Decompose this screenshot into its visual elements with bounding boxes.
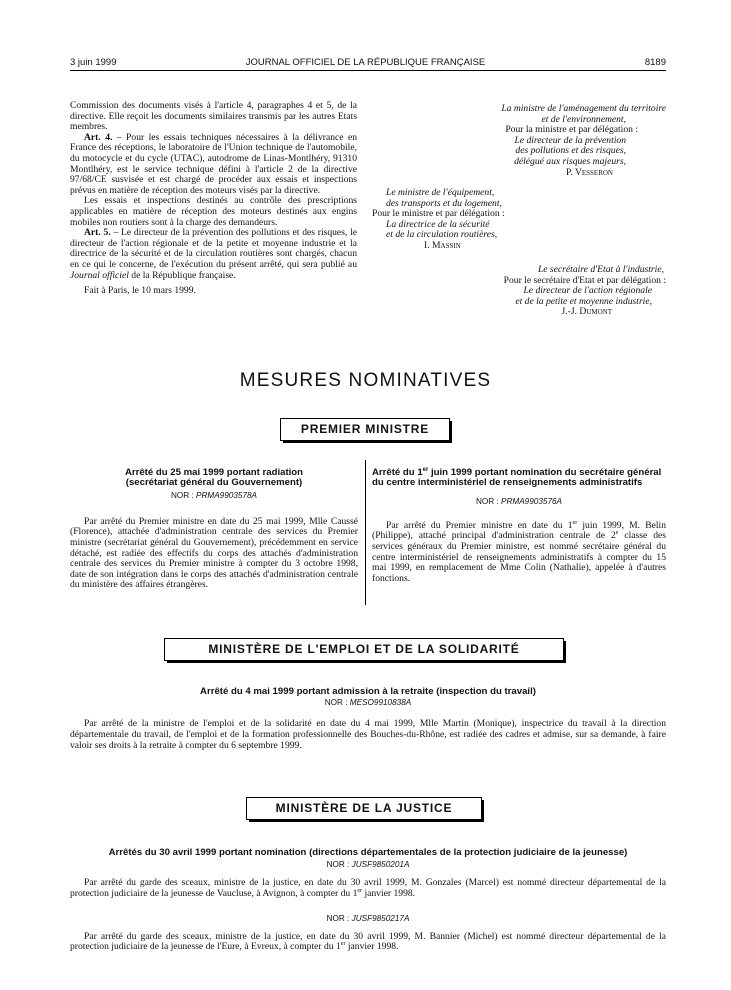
ministry-box-emploi-solidarite: MINISTÈRE DE L'EMPLOI ET DE LA SOLIDARITÉ [164, 638, 564, 661]
nor-reference: NOR : PRMA9903576A [475, 496, 563, 506]
signatory-name: P. Vesseron [566, 166, 613, 178]
article-radiation [70, 468, 358, 591]
article-label: Art. 5. [84, 227, 111, 239]
article-text: Par arrêté du Premier ministre en date du 25 mai 1999, Mlle Caussé (Florence), attachée d'administration centrale des services du Premier ministre (secrétariat général du Gouvernement), précédemment en service détaché, est radiée des effectifs du corps des attachés d'administration centrale des services du Premier ministre à compter du 3 octobre 1998, date de son intégration dans le corps des attachés d'administration centrale du ministère des affaires étrangères. [70, 515, 358, 591]
article-label: Art. 4. [84, 131, 113, 143]
signatory-name: I. Massin [424, 239, 461, 251]
articles-pjj [70, 848, 666, 953]
article-4: Art. 4. – Pour les essais techniques nécessaires à la délivrance en France des réceptions, le laboratoire de l'Union technique de l'automobile, du motocycle et du cycle (UTAC), autodrome de Linas-Montlhéry, 91310 Montlhéry, est le service technique défini à l'article 2 de la directive 97/68/CE susvisée et est chargé de procéder aux essais et inspections prévus en matière de réception des moteurs visés par la directive. [70, 131, 357, 196]
nor-reference: NOR : MESO9910838A [324, 698, 412, 708]
header-rule [70, 70, 666, 71]
nor-reference: NOR : PRMA9903578A [170, 490, 258, 500]
signatory-name: J.-J. Dumont [561, 306, 612, 318]
signature-block-3: Le secrétaire d'Etat à l'industrie, Pour le secrétaire d'Etat et par délégation : Le directeur de l'action régionale et de la petite et moyenne industrie, J.-J. Dumont [430, 265, 666, 318]
header-journal-title: JOURNAL OFFICIEL DE LA RÉPUBLIQUE FRANÇAISE [245, 57, 486, 68]
nor-reference: NOR : JUSF9850201A [326, 860, 410, 870]
top-left-column [70, 101, 357, 297]
section-main-title: MESURES NOMINATIVES [239, 370, 492, 391]
signature-block-2: Le ministre de l'équipement, des transports et du logement, Pour le ministre et par délégation : La directrice de la sécurité et de la circulation routières, I. Massin [372, 188, 572, 252]
article-nomination-cira [372, 468, 666, 584]
article-title: Arrêtés du 30 avril 1999 portant nomination (directions départementales de la protection judiciaire de la jeunesse) [108, 847, 628, 858]
article-retraite [70, 687, 666, 751]
article-5: Art. 5. – Le directeur de la prévention des pollutions et des risques, le directeur de l'action régionale et de la petite et moyenne industrie et la directrice de la sécurité et de la circulation routières sont chargés, chacun en ce qui le concerne, de l'exécution du présent arrêté, qui sera publié au Journal officiel de la République française. [70, 227, 357, 281]
done-at-line: Fait à Paris, le 10 mars 1999. [84, 285, 196, 297]
ministry-box-justice: MINISTÈRE DE LA JUSTICE [246, 797, 482, 820]
article-text: Par arrêté du Premier ministre en date du 1er juin 1999, M. Belin (Philippe), attaché principal d'administration centrale de 2e classe des services généraux du Premier ministre, est nommé secrétaire général du centre interministériel de renseignements administratifs à compter du 15 mai 1999, en remplacement de Mme Colin (Nathalie), appelée à d'autres fonctions. [372, 519, 666, 584]
header-date: 3 juin 1999 [70, 57, 117, 68]
article-title: Arrêté du 4 mai 1999 portant admission à la retraite (inspection du travail) [200, 686, 536, 697]
article-text: Par arrêté du garde des sceaux, ministre de la justice, en date du 30 avril 1999, M. Gonzales (Marcel) est nommé directeur départemental de la protection judiciaire de la jeunesse de Vaucluse, à Avignon, à compter du 1er janvier 1998. [70, 877, 666, 899]
signature-block-1: La ministre de l'aménagement du territoire et de l'environnement, Pour la ministre et par délégation : Le directeur de la prévention des pollutions et des risques, délégué aux risques majeurs, P. Vesseron [430, 104, 666, 178]
column-divider [365, 460, 366, 605]
ministry-box-premier-ministre: PREMIER MINISTRE [280, 418, 450, 441]
paragraph: Commission des documents visés à l'article 4, paragraphes 4 et 5, de la directive. Elle reçoit les documents similaires transmis par les autres Etats membres. [70, 100, 357, 133]
paragraph: Les essais et inspections destinés au contrôle des prescriptions applicables en matière de réception des moteurs destinés aux engins mobiles non routiers sont à la charge des demandeurs. [70, 195, 357, 228]
article-title: Arrêté du 1er juin 1999 portant nomination du secrétaire général du centre interministériel de renseignements administratifs [372, 466, 662, 489]
article-title: Arrêté du 25 mai 1999 portant radiation (secrétariat général du Gouvernement) [124, 467, 304, 489]
article-text: Par arrêté de la ministre de l'emploi et de la solidarité en date du 4 mai 1999, Mlle Martin (Monique), inspectrice du travail à la direction départementale du travail, de l'emploi et de la formation professionnelle des Bouches-du-Rhône, est radiée des cadres et admise, sur sa demande, à faire valoir ses droits à la retraite à compter du 6 septembre 1999. [70, 718, 666, 751]
article-text: Par arrêté du garde des sceaux, ministre de la justice, en date du 30 avril 1999, M. Bannier (Michel) est nommé directeur départemental de la protection judiciaire de la jeunesse de l'Eure, à Evreux, à compter du 1er janvier 1998. [70, 930, 666, 953]
nor-reference: NOR : JUSF9850217A [326, 913, 410, 923]
header-page-number: 8189 [644, 57, 666, 68]
